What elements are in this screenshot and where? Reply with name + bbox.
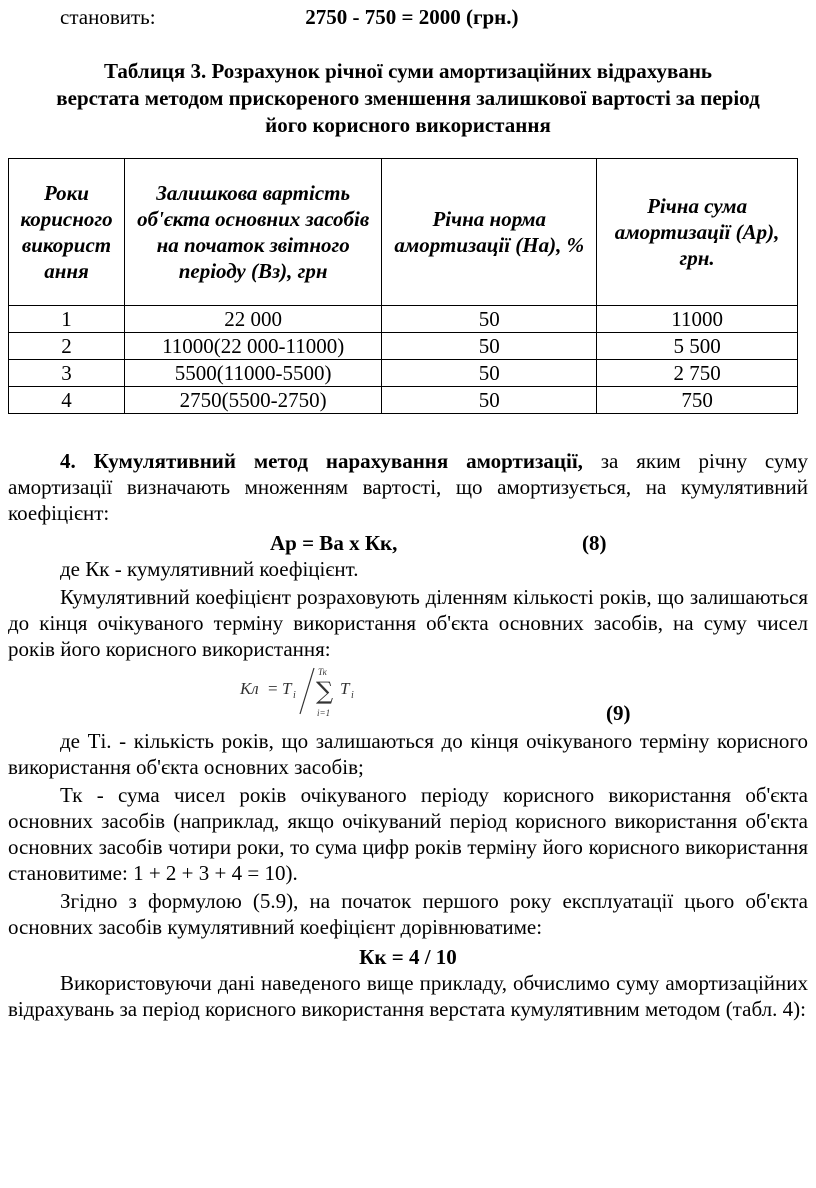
- section-4-paragraph: [8, 448, 808, 526]
- formula-9-ti: T: [282, 679, 292, 698]
- formula-9-sum-sub: i: [351, 690, 354, 701]
- formula-8-text: Ар = Ва х Кк,: [270, 531, 398, 555]
- formula-9-upper: Тк: [318, 667, 327, 677]
- cell-rate: 50: [382, 333, 597, 360]
- cell-amount: 5 500: [597, 333, 798, 360]
- header-years: Роки корисного використ ання: [9, 159, 125, 306]
- cell-year: 1: [9, 306, 125, 333]
- cell-residual: 11000(22 000-11000): [125, 333, 382, 360]
- result-value: 2750 - 750 = 2000 (грн.): [305, 5, 519, 29]
- formula-9-sum-t: T: [340, 679, 350, 698]
- section-4-text: за яким річну суму амортизації визначають множенням вартості, що амортизується, на кумулятивний коефіцієнт:: [8, 449, 808, 525]
- formula-9-slash: [300, 668, 314, 714]
- section-4-title: 4. Кумулятивний метод нарахування амортизації,: [60, 449, 583, 473]
- formula-9-lhs: Кл: [240, 679, 259, 698]
- cell-amount: 11000: [597, 306, 798, 333]
- result-line: [60, 4, 760, 30]
- formula-9-lower: i=1: [317, 708, 331, 718]
- cumulative-coefficient-paragraph: Кумулятивний коефіцієнт розраховують діленням кількості років, що залишаються до кінця очікуваного терміну використання об'єкта основних засобів, на суму чисел років його корисного використання:: [8, 585, 808, 661]
- caption-line-1: Таблиця 3. Розрахунок річної суми амортизаційних відрахувань: [103, 59, 713, 83]
- header-annual-rate: Річна норма амортизації (На), %: [382, 159, 597, 306]
- formula-8: [270, 530, 607, 556]
- cell-amount: 2 750: [597, 360, 798, 387]
- cell-rate: 50: [382, 360, 597, 387]
- result-label: становить:: [60, 5, 156, 29]
- cell-rate: 50: [382, 387, 597, 414]
- tk-paragraph: Тк - сума чисел років очікуваного періоду корисного використання об'єкта основних засобів (наприклад, якщо очікуваний період корисного використання об'єкта основних засобів чотири роки, то сума цифр років терміну його корисного використання становитиме: 1 + 2 + 3 + 4 = 10).: [8, 783, 808, 885]
- table-row: [9, 333, 798, 360]
- cell-rate: 50: [382, 306, 597, 333]
- table-row: [9, 387, 798, 414]
- table-row: [9, 360, 798, 387]
- depreciation-table: [8, 158, 798, 414]
- formula-9-ti-sub: i: [293, 690, 296, 701]
- table-row: [9, 306, 798, 333]
- cell-amount: 750: [597, 387, 798, 414]
- final-paragraph: Використовуючи дані наведеного вище прикладу, обчислимо суму амортизаційних відрахувань за період корисного використання верстата кумулятивним методом (табл. 4):: [8, 971, 808, 1021]
- formula-reference-paragraph: Згідно з формулою (5.9), на початок першого року експлуатації цього об'єкта основних засобів кумулятивний коефіцієнт дорівнюватиме:: [8, 889, 808, 939]
- kk-value: Кк = 4 / 10: [359, 945, 457, 969]
- sigma-icon: ∑: [316, 677, 334, 705]
- cell-residual: 22 000: [125, 306, 382, 333]
- cell-year: 3: [9, 360, 125, 387]
- cell-residual: 2750(5500-2750): [125, 387, 382, 414]
- cell-year: 2: [9, 333, 125, 360]
- header-residual-value: Залишкова вартість об'єкта основних засобів на початок звітного періоду (Вз), грн: [125, 159, 382, 306]
- table-header-row: [9, 159, 798, 306]
- formula-9-image: [238, 664, 378, 720]
- cell-year: 4: [9, 387, 125, 414]
- header-annual-amount: Річна сума амортизації (Ар), грн.: [597, 159, 798, 306]
- formula-9-number: (9): [606, 701, 631, 725]
- where-ti-paragraph: де Ті. - кількість років, що залишаються до кінця очікуваного терміну корисного використання об'єкта основних засобів;: [8, 729, 808, 779]
- cell-residual: 5500(11000-5500): [125, 360, 382, 387]
- formula-8-number: (8): [582, 531, 607, 555]
- where-kk-line: де Кк - кумулятивний коефіцієнт.: [60, 557, 359, 581]
- formula-9-equals: =: [268, 679, 278, 698]
- caption-line-2: верстата методом прискореного зменшення залишкової вартості за період: [56, 86, 760, 110]
- caption-line-3: його корисного використання: [265, 113, 551, 137]
- table-caption: [8, 58, 808, 139]
